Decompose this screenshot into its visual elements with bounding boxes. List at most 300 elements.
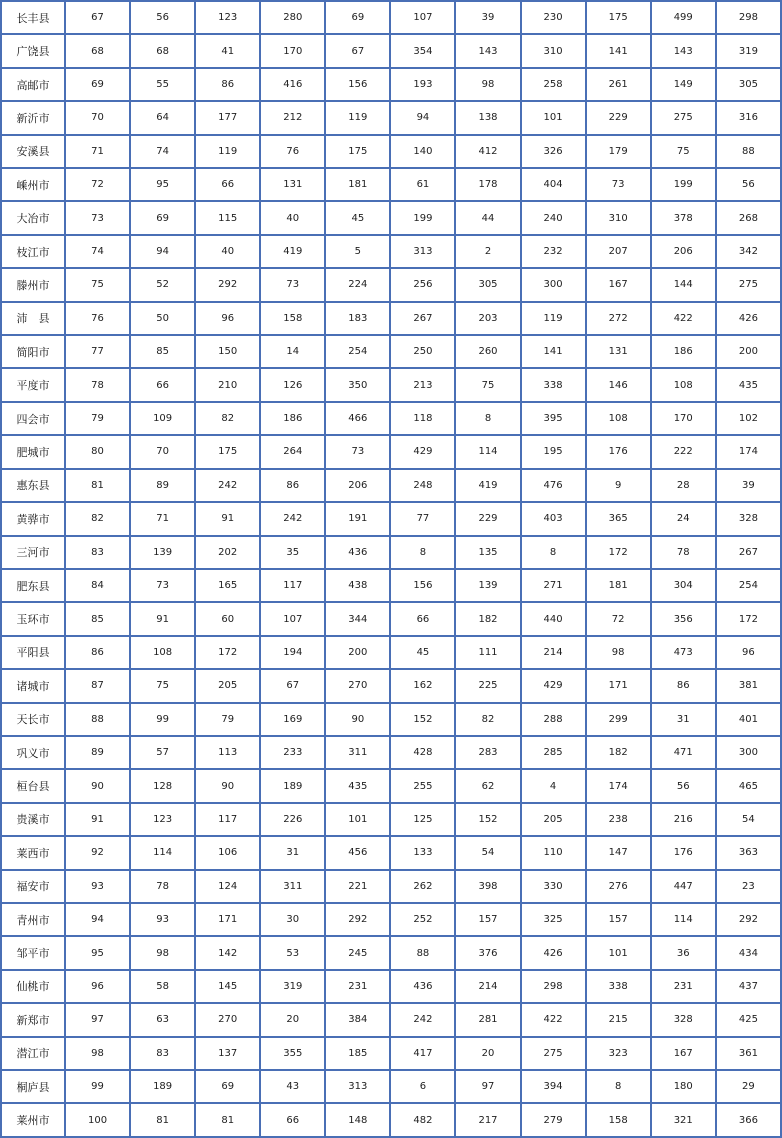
- table-cell: 298: [717, 2, 780, 33]
- table-row: [2, 937, 780, 968]
- table-cell: 174: [717, 436, 780, 467]
- table-cell: 6: [391, 1071, 454, 1102]
- table-cell: 325: [522, 904, 585, 935]
- table-cell: 426: [717, 303, 780, 334]
- table-row: [2, 737, 780, 768]
- table-cell: 61: [391, 169, 454, 200]
- table-cell: 232: [522, 236, 585, 267]
- table-cell: 86: [196, 69, 259, 100]
- table-row: [2, 1004, 780, 1035]
- table-cell: 117: [261, 570, 324, 601]
- table-cell: 224: [326, 269, 389, 300]
- table-cell: 403: [522, 503, 585, 534]
- table-cell: 101: [326, 804, 389, 835]
- rank-cell: 69: [66, 69, 129, 100]
- rank-cell: 93: [66, 871, 129, 902]
- table-cell: 354: [391, 35, 454, 66]
- table-cell: 108: [131, 637, 194, 668]
- table-cell: 169: [261, 704, 324, 735]
- rank-cell: 85: [66, 603, 129, 634]
- table-cell: 53: [261, 937, 324, 968]
- table-cell: 205: [196, 670, 259, 701]
- table-cell: 56: [652, 770, 715, 801]
- table-cell: 210: [196, 369, 259, 400]
- table-cell: 70: [131, 436, 194, 467]
- table-cell: 93: [131, 904, 194, 935]
- county-name-cell: 桐庐县: [2, 1071, 64, 1102]
- table-cell: 86: [261, 470, 324, 501]
- table-cell: 419: [261, 236, 324, 267]
- table-cell: 473: [652, 637, 715, 668]
- table-cell: 205: [522, 804, 585, 835]
- table-cell: 272: [587, 303, 650, 334]
- table-cell: 172: [196, 637, 259, 668]
- table-cell: 270: [326, 670, 389, 701]
- table-cell: 310: [522, 35, 585, 66]
- rank-cell: 77: [66, 336, 129, 367]
- table-cell: 41: [196, 35, 259, 66]
- table-cell: 283: [456, 737, 519, 768]
- table-cell: 29: [717, 1071, 780, 1102]
- table-cell: 98: [587, 637, 650, 668]
- table-cell: 119: [326, 102, 389, 133]
- rank-cell: 89: [66, 737, 129, 768]
- rank-cell: 68: [66, 35, 129, 66]
- county-name-cell: 福安市: [2, 871, 64, 902]
- table-row: [2, 704, 780, 735]
- table-cell: 131: [261, 169, 324, 200]
- rank-cell: 97: [66, 1004, 129, 1035]
- table-cell: 425: [717, 1004, 780, 1035]
- table-cell: 447: [652, 871, 715, 902]
- table-cell: 111: [456, 637, 519, 668]
- rank-cell: 100: [66, 1104, 129, 1136]
- table-cell: 280: [261, 2, 324, 33]
- county-name-cell: 黄骅市: [2, 503, 64, 534]
- table-cell: 355: [261, 1038, 324, 1069]
- table-cell: 119: [196, 136, 259, 167]
- table-cell: 256: [391, 269, 454, 300]
- table-cell: 229: [587, 102, 650, 133]
- county-name-cell: 莱西市: [2, 837, 64, 868]
- table-cell: 311: [261, 871, 324, 902]
- table-cell: 342: [717, 236, 780, 267]
- table-cell: 226: [261, 804, 324, 835]
- table-cell: 141: [522, 336, 585, 367]
- table-cell: 215: [587, 1004, 650, 1035]
- table-cell: 158: [587, 1104, 650, 1136]
- table-cell: 39: [456, 2, 519, 33]
- table-cell: 75: [456, 369, 519, 400]
- table-cell: 193: [391, 69, 454, 100]
- table-cell: 344: [326, 603, 389, 634]
- table-cell: 140: [391, 136, 454, 167]
- rank-cell: 87: [66, 670, 129, 701]
- table-cell: 69: [196, 1071, 259, 1102]
- table-cell: 64: [131, 102, 194, 133]
- table-cell: 40: [196, 236, 259, 267]
- county-name-cell: 惠东县: [2, 470, 64, 501]
- table-row: [2, 236, 780, 267]
- table-cell: 86: [652, 670, 715, 701]
- table-cell: 45: [326, 202, 389, 233]
- table-cell: 2: [456, 236, 519, 267]
- table-cell: 361: [717, 1038, 780, 1069]
- table-cell: 229: [456, 503, 519, 534]
- table-cell: 147: [587, 837, 650, 868]
- table-cell: 267: [391, 303, 454, 334]
- rank-cell: 88: [66, 704, 129, 735]
- table-cell: 328: [717, 503, 780, 534]
- table-cell: 54: [456, 837, 519, 868]
- table-row: [2, 69, 780, 100]
- table-cell: 417: [391, 1038, 454, 1069]
- table-cell: 83: [131, 1038, 194, 1069]
- table-cell: 167: [652, 1038, 715, 1069]
- table-cell: 118: [391, 403, 454, 434]
- table-cell: 214: [522, 637, 585, 668]
- table-cell: 77: [391, 503, 454, 534]
- table-cell: 69: [131, 202, 194, 233]
- table-cell: 311: [326, 737, 389, 768]
- table-cell: 101: [522, 102, 585, 133]
- table-row: [2, 169, 780, 200]
- table-cell: 305: [717, 69, 780, 100]
- rank-cell: 76: [66, 303, 129, 334]
- table-cell: 8: [391, 537, 454, 568]
- table-cell: 271: [522, 570, 585, 601]
- table-cell: 67: [326, 35, 389, 66]
- table-cell: 102: [717, 403, 780, 434]
- table-cell: 186: [261, 403, 324, 434]
- table-cell: 395: [522, 403, 585, 434]
- table-cell: 321: [652, 1104, 715, 1136]
- table-cell: 328: [652, 1004, 715, 1035]
- table-cell: 476: [522, 470, 585, 501]
- table-cell: 108: [587, 403, 650, 434]
- table-cell: 262: [391, 871, 454, 902]
- table-cell: 68: [131, 35, 194, 66]
- rank-cell: 67: [66, 2, 129, 33]
- table-cell: 206: [326, 470, 389, 501]
- table-cell: 338: [587, 971, 650, 1002]
- table-cell: 31: [652, 704, 715, 735]
- table-cell: 214: [456, 971, 519, 1002]
- table-cell: 98: [456, 69, 519, 100]
- rank-cell: 83: [66, 537, 129, 568]
- table-row: [2, 336, 780, 367]
- table-cell: 109: [131, 403, 194, 434]
- table-cell: 172: [587, 537, 650, 568]
- rank-cell: 70: [66, 102, 129, 133]
- table-cell: 240: [522, 202, 585, 233]
- table-row: [2, 303, 780, 334]
- table-cell: 419: [456, 470, 519, 501]
- table-cell: 258: [522, 69, 585, 100]
- table-cell: 135: [456, 537, 519, 568]
- rank-cell: 78: [66, 369, 129, 400]
- table-cell: 231: [652, 971, 715, 1002]
- table-cell: 158: [261, 303, 324, 334]
- county-name-cell: 广饶县: [2, 35, 64, 66]
- table-cell: 71: [131, 503, 194, 534]
- table-cell: 55: [131, 69, 194, 100]
- table-cell: 91: [131, 603, 194, 634]
- table-cell: 175: [587, 2, 650, 33]
- table-cell: 275: [522, 1038, 585, 1069]
- county-name-cell: 三河市: [2, 537, 64, 568]
- table-cell: 264: [261, 436, 324, 467]
- table-cell: 44: [456, 202, 519, 233]
- table-cell: 66: [391, 603, 454, 634]
- table-row: [2, 1071, 780, 1102]
- table-cell: 117: [196, 804, 259, 835]
- table-row: [2, 871, 780, 902]
- table-cell: 96: [196, 303, 259, 334]
- county-name-cell: 滕州市: [2, 269, 64, 300]
- county-name-cell: 简阳市: [2, 336, 64, 367]
- table-row: [2, 670, 780, 701]
- table-cell: 73: [587, 169, 650, 200]
- table-cell: 88: [391, 937, 454, 968]
- table-cell: 189: [261, 770, 324, 801]
- county-name-cell: 枝江市: [2, 236, 64, 267]
- county-name-cell: 桓台县: [2, 770, 64, 801]
- table-cell: 252: [391, 904, 454, 935]
- table-cell: 8: [587, 1071, 650, 1102]
- table-cell: 195: [522, 436, 585, 467]
- table-cell: 85: [131, 336, 194, 367]
- table-cell: 94: [131, 236, 194, 267]
- table-row: [2, 570, 780, 601]
- rank-cell: 73: [66, 202, 129, 233]
- table-cell: 108: [652, 369, 715, 400]
- table-cell: 299: [587, 704, 650, 735]
- table-cell: 110: [522, 837, 585, 868]
- table-cell: 292: [196, 269, 259, 300]
- county-name-cell: 青州市: [2, 904, 64, 935]
- table-cell: 107: [391, 2, 454, 33]
- table-cell: 113: [196, 737, 259, 768]
- table-cell: 436: [391, 971, 454, 1002]
- table-cell: 242: [391, 1004, 454, 1035]
- table-row: [2, 603, 780, 634]
- table-cell: 212: [261, 102, 324, 133]
- table-cell: 143: [652, 35, 715, 66]
- table-cell: 81: [131, 1104, 194, 1136]
- table-row: [2, 971, 780, 1002]
- table-cell: 58: [131, 971, 194, 1002]
- table-cell: 313: [391, 236, 454, 267]
- rank-cell: 95: [66, 937, 129, 968]
- table-row: [2, 770, 780, 801]
- table-row: [2, 369, 780, 400]
- table-cell: 381: [717, 670, 780, 701]
- table-cell: 75: [131, 670, 194, 701]
- table-cell: 292: [326, 904, 389, 935]
- table-cell: 40: [261, 202, 324, 233]
- table-cell: 57: [131, 737, 194, 768]
- county-name-cell: 肥城市: [2, 436, 64, 467]
- table-cell: 56: [717, 169, 780, 200]
- table-cell: 422: [522, 1004, 585, 1035]
- rank-cell: 94: [66, 904, 129, 935]
- table-cell: 137: [196, 1038, 259, 1069]
- table-cell: 181: [587, 570, 650, 601]
- table-cell: 79: [196, 704, 259, 735]
- county-name-cell: 诸城市: [2, 670, 64, 701]
- table-row: [2, 136, 780, 167]
- county-name-cell: 平阳县: [2, 637, 64, 668]
- table-cell: 316: [717, 102, 780, 133]
- table-cell: 178: [456, 169, 519, 200]
- table-cell: 233: [261, 737, 324, 768]
- rank-cell: 84: [66, 570, 129, 601]
- table-cell: 73: [326, 436, 389, 467]
- table-cell: 156: [326, 69, 389, 100]
- table-cell: 435: [326, 770, 389, 801]
- table-cell: 181: [326, 169, 389, 200]
- table-cell: 107: [261, 603, 324, 634]
- table-cell: 139: [131, 537, 194, 568]
- table-cell: 394: [522, 1071, 585, 1102]
- table-cell: 96: [717, 637, 780, 668]
- table-cell: 119: [522, 303, 585, 334]
- table-cell: 175: [326, 136, 389, 167]
- table-cell: 66: [261, 1104, 324, 1136]
- table-cell: 305: [456, 269, 519, 300]
- table-cell: 323: [587, 1038, 650, 1069]
- table-cell: 145: [196, 971, 259, 1002]
- table-cell: 76: [261, 136, 324, 167]
- rank-cell: 91: [66, 804, 129, 835]
- table-cell: 268: [717, 202, 780, 233]
- table-cell: 275: [717, 269, 780, 300]
- table-cell: 56: [131, 2, 194, 33]
- table-cell: 412: [456, 136, 519, 167]
- table-cell: 179: [587, 136, 650, 167]
- county-name-cell: 四会市: [2, 403, 64, 434]
- table-cell: 24: [652, 503, 715, 534]
- table-cell: 73: [131, 570, 194, 601]
- table-cell: 45: [391, 637, 454, 668]
- table-cell: 125: [391, 804, 454, 835]
- table-cell: 376: [456, 937, 519, 968]
- table-cell: 171: [587, 670, 650, 701]
- table-cell: 185: [326, 1038, 389, 1069]
- table-cell: 138: [456, 102, 519, 133]
- county-name-cell: 大冶市: [2, 202, 64, 233]
- table-cell: 89: [131, 470, 194, 501]
- county-name-cell: 莱州市: [2, 1104, 64, 1136]
- table-cell: 285: [522, 737, 585, 768]
- county-name-cell: 新沂市: [2, 102, 64, 133]
- rank-cell: 86: [66, 637, 129, 668]
- table-cell: 202: [196, 537, 259, 568]
- table-cell: 143: [456, 35, 519, 66]
- table-row: [2, 102, 780, 133]
- table-cell: 384: [326, 1004, 389, 1035]
- county-name-cell: 长丰县: [2, 2, 64, 33]
- table-cell: 182: [456, 603, 519, 634]
- table-cell: 438: [326, 570, 389, 601]
- table-cell: 254: [326, 336, 389, 367]
- table-cell: 217: [456, 1104, 519, 1136]
- table-cell: 310: [587, 202, 650, 233]
- table-cell: 281: [456, 1004, 519, 1035]
- table-cell: 176: [587, 436, 650, 467]
- table-cell: 213: [391, 369, 454, 400]
- table-cell: 146: [587, 369, 650, 400]
- table-cell: 313: [326, 1071, 389, 1102]
- rank-cell: 71: [66, 136, 129, 167]
- table-cell: 366: [717, 1104, 780, 1136]
- table-cell: 69: [326, 2, 389, 33]
- table-cell: 175: [196, 436, 259, 467]
- table-cell: 165: [196, 570, 259, 601]
- table-row: [2, 35, 780, 66]
- table-cell: 78: [131, 871, 194, 902]
- table-cell: 174: [587, 770, 650, 801]
- rank-cell: 98: [66, 1038, 129, 1069]
- table-cell: 437: [717, 971, 780, 1002]
- table-cell: 465: [717, 770, 780, 801]
- table-cell: 466: [326, 403, 389, 434]
- table-cell: 435: [717, 369, 780, 400]
- table-cell: 8: [456, 403, 519, 434]
- table-cell: 78: [652, 537, 715, 568]
- table-cell: 62: [456, 770, 519, 801]
- table-cell: 292: [717, 904, 780, 935]
- table-cell: 230: [522, 2, 585, 33]
- rank-cell: 99: [66, 1071, 129, 1102]
- table-row: [2, 904, 780, 935]
- rank-cell: 74: [66, 236, 129, 267]
- rank-cell: 75: [66, 269, 129, 300]
- table-cell: 404: [522, 169, 585, 200]
- table-cell: 300: [717, 737, 780, 768]
- county-name-cell: 平度市: [2, 369, 64, 400]
- table-cell: 20: [456, 1038, 519, 1069]
- table-cell: 54: [717, 804, 780, 835]
- table-cell: 319: [717, 35, 780, 66]
- table-cell: 279: [522, 1104, 585, 1136]
- table-cell: 52: [131, 269, 194, 300]
- table-cell: 180: [652, 1071, 715, 1102]
- table-row: [2, 1104, 780, 1136]
- table-cell: 199: [391, 202, 454, 233]
- table-cell: 82: [196, 403, 259, 434]
- table-cell: 88: [717, 136, 780, 167]
- county-name-cell: 仙桃市: [2, 971, 64, 1002]
- table-cell: 139: [456, 570, 519, 601]
- table-row: [2, 436, 780, 467]
- table-cell: 74: [131, 136, 194, 167]
- table-cell: 248: [391, 470, 454, 501]
- county-name-cell: 贵溪市: [2, 804, 64, 835]
- table-cell: 31: [261, 837, 324, 868]
- table-cell: 245: [326, 937, 389, 968]
- table-cell: 8: [522, 537, 585, 568]
- table-row: [2, 1038, 780, 1069]
- table-cell: 300: [522, 269, 585, 300]
- table-cell: 75: [652, 136, 715, 167]
- table-cell: 456: [326, 837, 389, 868]
- table-cell: 149: [652, 69, 715, 100]
- table-cell: 254: [717, 570, 780, 601]
- table-cell: 356: [652, 603, 715, 634]
- rank-cell: 80: [66, 436, 129, 467]
